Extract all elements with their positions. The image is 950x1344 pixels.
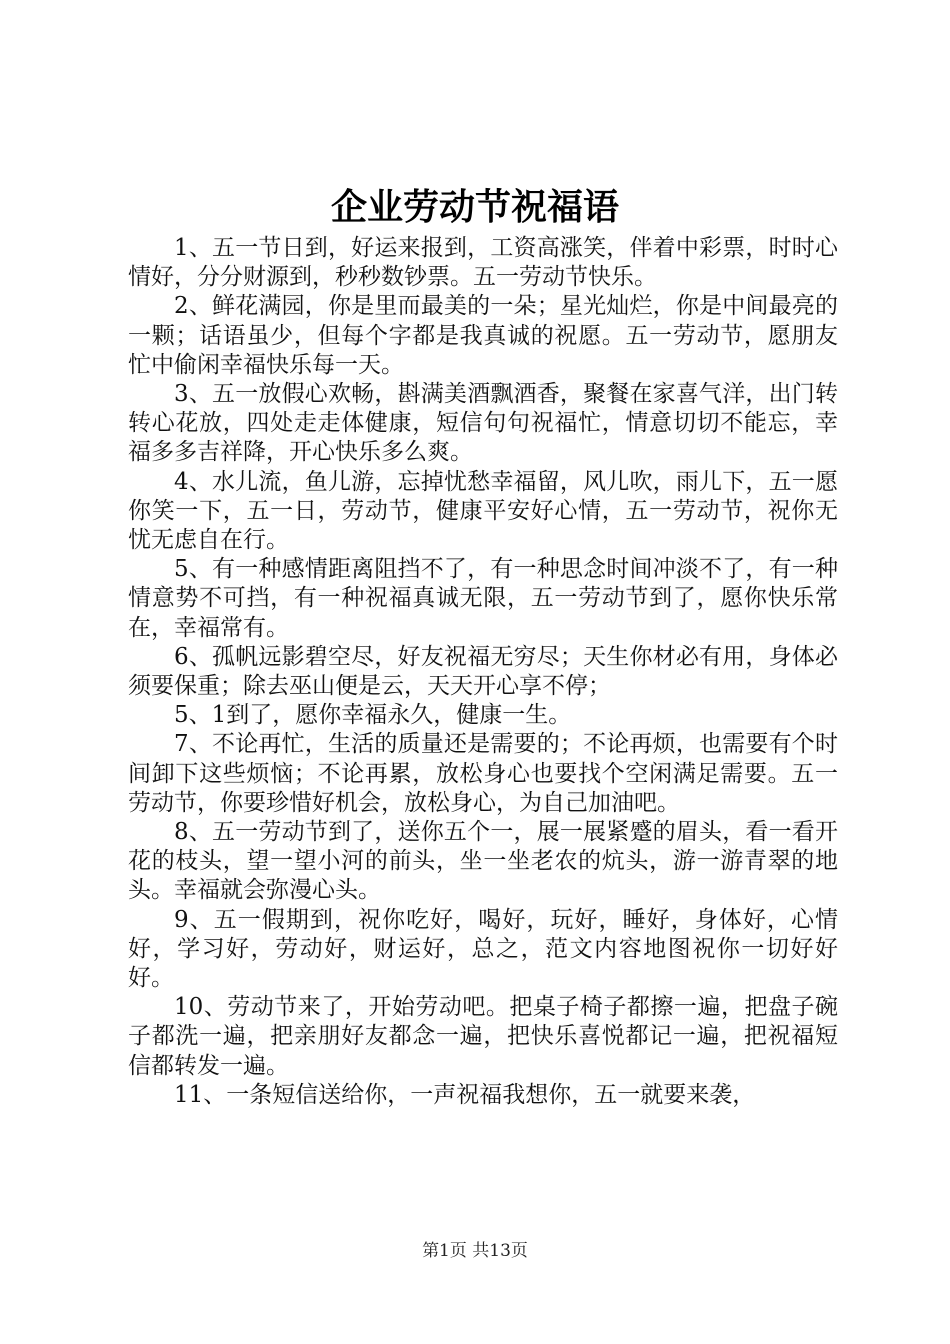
paragraph-2: 2、鲜花满园，你是里而最美的一朵；星光灿烂，你是中间最亮的一颗；话语虽少，但每个字都是我真诚的祝愿。五一劳动节，愿朋友忙中偷闲幸福快乐每一天。	[128, 293, 838, 378]
paragraph-5: 5、有一种感情距离阻挡不了，有一种思念时间冲淡不了，有一种情意势不可挡，有一种祝福真诚无限，五一劳动节到了，愿你快乐常在，幸福常有。	[128, 556, 838, 641]
paragraph-7: 7、不论再忙，生活的质量还是需要的；不论再烦，也需要有个时间卸下这些烦恼；不论再累，放松身心也要找个空闲满足需要。五一劳动节，你要珍惜好机会，放松身心，为自己加油吧。	[128, 731, 838, 816]
paragraph-8: 8、五一劳动节到了，送你五个一，展一展紧蹙的眉头，看一看开花的枝头，望一望小河的前头，坐一坐老农的炕头，游一游青翠的地头。幸福就会弥漫心头。	[128, 819, 838, 904]
paragraph-4: 4、水儿流，鱼儿游，忘掉忧愁幸福留，风儿吹，雨儿下，五一愿你笑一下，五一日，劳动节，健康平安好心情，五一劳动节，祝你无忧无虑自在行。	[128, 468, 838, 554]
page-total: 共13页	[472, 1241, 528, 1261]
page-number: 第1页	[422, 1241, 467, 1261]
paragraph-11: 11、一条短信送给你，一声祝福我想你，五一就要来袭，	[174, 1081, 756, 1108]
document-title: 企业劳动节祝福语	[330, 186, 619, 228]
paragraph-6: 6、孤帆远影碧空尽，好友祝福无穷尽；天生你材必有用，身体必须要保重；除去巫山便是云，天天开心享不停；	[128, 643, 838, 700]
paragraph-9: 9、五一假期到，祝你吃好，喝好，玩好，睡好，身体好，心情好，学习好，劳动好，财运好，总之，范文内容地图祝你一切好好好。	[128, 906, 838, 992]
paragraph-6-continued: 5、1到了，愿你幸福永久，健康一生。	[174, 702, 572, 729]
paragraph-10: 10、劳动节来了，开始劳动吧。把桌子椅子都擦一遍，把盘子碗子都洗一遍，把亲朋好友都念一遍，把快乐喜悦都记一遍，把祝福短信都转发一遍。	[128, 994, 838, 1079]
paragraph-3: 3、五一放假心欢畅，斟满美酒飘酒香，聚餐在家喜气洋，出门转转心花放，四处走走体健康，短信句句祝福忙，情意切切不能忘，幸福多多吉祥降，开心快乐多么爽。	[128, 381, 838, 466]
paragraph-1: 1、五一节日到，好运来报到，工资高涨笑，伴着中彩票，时时心情好，分分财源到，秒秒数钞票。五一劳动节快乐。	[128, 235, 838, 291]
page-footer	[0, 1240, 950, 1262]
document-body	[128, 234, 838, 1110]
